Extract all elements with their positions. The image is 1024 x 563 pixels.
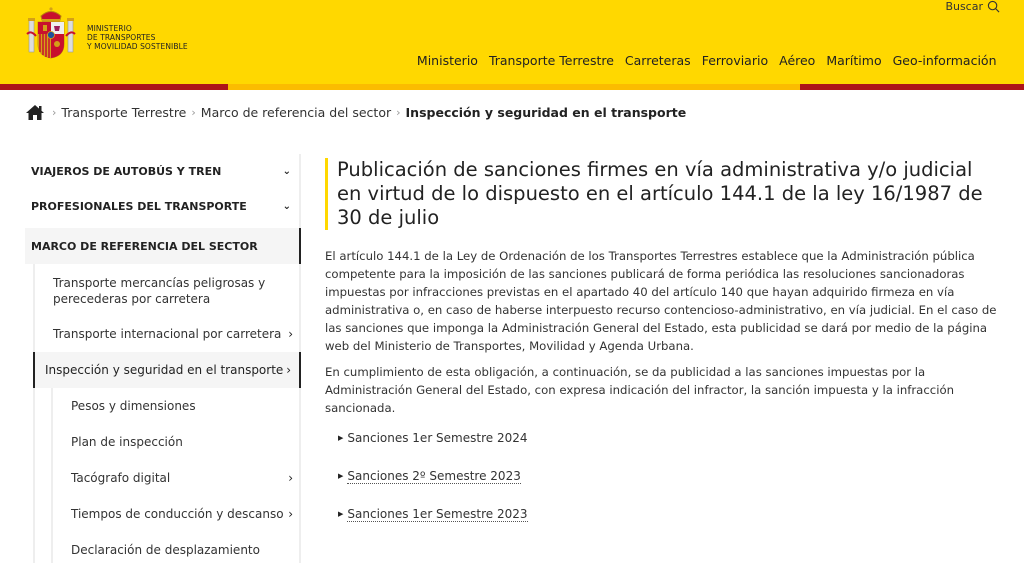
nav-carreteras[interactable]: Carreteras bbox=[624, 53, 691, 68]
list-item bbox=[338, 431, 997, 469]
sidebar-item-label: Plan de inspección bbox=[71, 435, 183, 449]
sidebar-item-profesionales[interactable] bbox=[25, 189, 301, 224]
chevron-right-icon: › bbox=[288, 507, 293, 521]
nav-ferroviario[interactable]: Ferroviario bbox=[701, 53, 769, 68]
breadcrumb-current: Inspección y seguridad en el transporte bbox=[405, 105, 687, 120]
sidebar-nav bbox=[25, 154, 301, 563]
sidebar-item-pesos-dimensiones[interactable] bbox=[53, 388, 301, 424]
flag-stripe-orange bbox=[228, 84, 800, 90]
main-content bbox=[325, 158, 997, 545]
search-label: Buscar bbox=[945, 0, 983, 13]
chevron-down-icon: ⌄ bbox=[282, 201, 291, 212]
list-item bbox=[338, 469, 997, 507]
ministry-name-line: Y MOVILIDAD SOSTENIBLE bbox=[87, 42, 188, 51]
nav-ministerio[interactable]: Ministerio bbox=[416, 53, 478, 68]
sidebar-item-tiempos-conduccion[interactable] bbox=[53, 496, 301, 532]
sidebar-item-label: Tiempos de conducción y descanso bbox=[71, 507, 284, 521]
bullet-triangle-icon: ▶ bbox=[338, 510, 344, 518]
sidebar-item-label: Tacógrafo digital bbox=[71, 471, 171, 485]
sidebar-item-inspeccion-seguridad[interactable] bbox=[33, 352, 301, 388]
main-nav bbox=[411, 53, 1002, 68]
chevron-right-icon: › bbox=[286, 363, 291, 377]
breadcrumb-marco-referencia[interactable]: Marco de referencia del sector bbox=[200, 105, 392, 120]
bullet-triangle-icon: ▶ bbox=[338, 434, 344, 442]
sidebar-item-viajeros[interactable] bbox=[25, 154, 301, 189]
nav-maritimo[interactable]: Marítimo bbox=[826, 53, 882, 68]
coat-of-arms-icon[interactable] bbox=[26, 6, 76, 60]
search-icon bbox=[987, 0, 1000, 13]
sidebar-item-label: VIAJEROS DE AUTOBÚS Y TREN bbox=[31, 165, 222, 178]
search-button[interactable] bbox=[945, 0, 1000, 13]
sidebar-submenu bbox=[51, 388, 301, 563]
chevron-right-icon: › bbox=[288, 471, 293, 485]
link-sanciones-2s-2023[interactable]: Sanciones 2º Semestre 2023 bbox=[347, 469, 521, 483]
flag-stripe-red bbox=[0, 84, 228, 90]
intro-paragraph: El artículo 144.1 de la Ley de Ordenación de los Transportes Terrestres establece que la Administración pública competente para la imposición de las sanciones publicará de forma periódica las resoluciones sancionadoras impuestas por infracciones previstas en el apartado 40 del artículo 140 que hayan adquirido firmeza en vía administrativa o, en caso de haberse interpuesto recurso contencioso-administrativo, en vía judicial. En el caso de las sanciones que imponga la Administración General del Estado, esta publicidad se dará por medio de la página web del Ministerio de Transportes, Movilidad y Agenda Urbana. bbox=[325, 249, 997, 353]
page-title: Publicación de sanciones firmes en vía administrativa y/o judicial en virtud de lo dispuesto en el artículo 144.1 de la ley 16/1987 de 30 de julio bbox=[325, 158, 997, 230]
list-item bbox=[338, 507, 997, 545]
ministry-name-line: MINISTERIO bbox=[87, 24, 132, 33]
sidebar-submenu bbox=[33, 264, 301, 563]
breadcrumb-separator: › bbox=[52, 106, 57, 119]
link-sanciones-1s-2024[interactable]: Sanciones 1er Semestre 2024 bbox=[347, 431, 528, 445]
sanctions-link-list bbox=[338, 431, 997, 545]
sidebar-item-label: Transporte internacional por carretera bbox=[53, 327, 282, 341]
sidebar-item-transporte-internacional[interactable] bbox=[35, 316, 301, 352]
sidebar-item-mercancias-peligrosas[interactable] bbox=[35, 264, 301, 316]
sidebar-item-label: Transporte mercancías peligrosas y perecederas por carretera bbox=[53, 276, 266, 306]
breadcrumb bbox=[25, 104, 686, 121]
nav-transporte-terrestre[interactable]: Transporte Terrestre bbox=[488, 53, 614, 68]
sidebar-item-label: Declaración de desplazamiento bbox=[71, 543, 260, 557]
sidebar-item-label: Pesos y dimensiones bbox=[71, 399, 196, 413]
sidebar-item-plan-inspeccion[interactable] bbox=[53, 424, 301, 460]
site-header bbox=[0, 0, 1024, 84]
sidebar-item-label: PROFESIONALES DEL TRANSPORTE bbox=[31, 200, 247, 213]
bullet-triangle-icon: ▶ bbox=[338, 472, 344, 480]
sidebar-item-declaracion-desplazamiento[interactable] bbox=[53, 532, 301, 563]
sidebar-item-label: MARCO DE REFERENCIA DEL SECTOR bbox=[31, 239, 258, 253]
chevron-down-icon: ⌄ bbox=[282, 166, 291, 177]
publicity-paragraph: En cumplimiento de esta obligación, a continuación, se da publicidad a las sanciones impuestas por la Administración General del Estado, con expresa indicación del infractor, la sanción impuesta y la infracción sancionada. bbox=[325, 365, 955, 415]
nav-aereo[interactable]: Aéreo bbox=[779, 53, 816, 68]
sidebar-item-tacografo-digital[interactable] bbox=[53, 460, 301, 496]
breadcrumb-separator: › bbox=[396, 106, 401, 119]
breadcrumb-transporte-terrestre[interactable]: Transporte Terrestre bbox=[61, 105, 187, 120]
ministry-name bbox=[87, 24, 188, 51]
home-icon[interactable] bbox=[25, 104, 45, 121]
sidebar-item-marco-referencia[interactable] bbox=[25, 228, 301, 264]
chevron-right-icon: › bbox=[288, 327, 293, 341]
link-sanciones-1s-2023[interactable]: Sanciones 1er Semestre 2023 bbox=[347, 507, 528, 521]
flag-stripe-red bbox=[800, 84, 1024, 90]
nav-geo-informacion[interactable]: Geo-información bbox=[892, 53, 997, 68]
ministry-name-line: DE TRANSPORTES bbox=[87, 33, 156, 42]
sidebar-item-label: Inspección y seguridad en el transporte bbox=[45, 363, 284, 377]
breadcrumb-separator: › bbox=[191, 106, 196, 119]
